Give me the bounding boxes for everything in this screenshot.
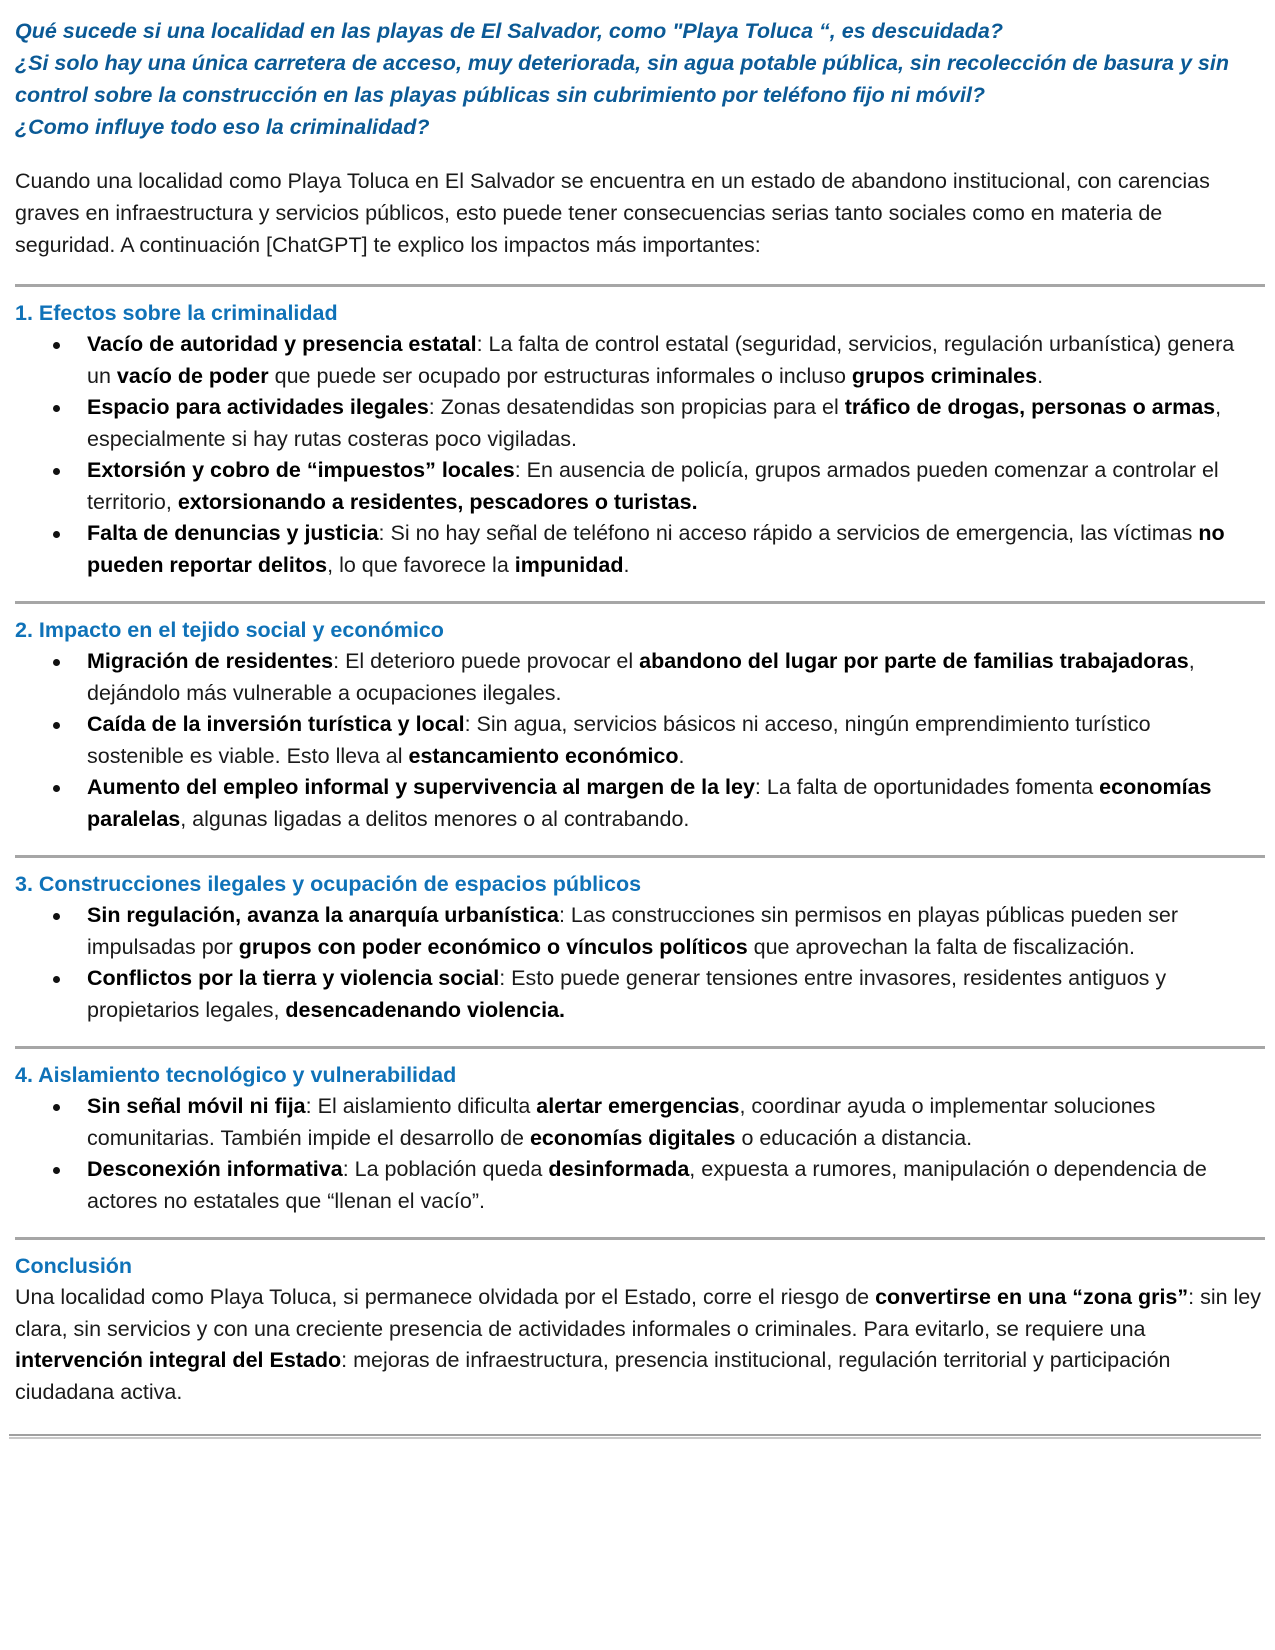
bold-phrase: Conflictos por la tierra y violencia social bbox=[87, 966, 500, 990]
text-run: : Si no hay señal de teléfono ni acceso rápido a servicios de emergencia, las víctimas bbox=[378, 521, 1199, 545]
bold-phrase: extorsionando a residentes, pescadores o turistas. bbox=[177, 489, 698, 514]
text-run: : Las construcciones sin permisos en playas públicas pueden ser impulsadas por bbox=[87, 903, 1179, 959]
text-run: : La población queda bbox=[342, 1157, 549, 1181]
spacer bbox=[15, 1217, 1261, 1237]
bold-phrase: economías paralelas bbox=[87, 775, 1212, 831]
bold-phrase: tráfico de drogas, personas o armas bbox=[844, 395, 1216, 419]
spacer bbox=[15, 581, 1261, 601]
text-run: . bbox=[623, 552, 630, 577]
list-item bbox=[87, 329, 1261, 392]
text-run: Una localidad como Playa Toluca, si permanece olvidada por el Estado, corre el riesgo de bbox=[15, 1285, 876, 1309]
question-line-2: ¿Si solo hay una única carretera de acceso, muy deteriorada, sin agua potable pública, sin recolección de basura y sin control sobre la construcción en las playas públicas sin cubrimiento por teléfono fijo ni móvil? bbox=[15, 51, 1229, 107]
bold-phrase: desinformada bbox=[548, 1157, 690, 1181]
bullet-icon bbox=[53, 405, 60, 412]
conclusion-paragraph bbox=[15, 1282, 1261, 1408]
bullet-list bbox=[15, 1091, 1261, 1217]
text-run: , expuesta a rumores, manipulación o dependencia de actores no estatales que “llenan el vacío”. bbox=[87, 1157, 1207, 1213]
text-run: . bbox=[1037, 363, 1044, 388]
text-run: : sin ley clara, sin servicios y con una creciente presencia de actividades informales o criminales. Para evitarlo, se requiere una bbox=[15, 1285, 1262, 1341]
bold-phrase: grupos con poder económico o vínculos políticos bbox=[238, 934, 748, 959]
section-heading: 2. Impacto en el tejido social y económico bbox=[15, 618, 444, 642]
list-item bbox=[87, 1154, 1261, 1217]
intro-paragraph: Cuando una localidad como Playa Toluca en El Salvador se encuentra en un estado de abandono institucional, con carencias graves en infraestructura y servicios públicos, esto puede tener consecuencias serias tanto sociales como en materia de seguridad. A continuación [ChatGPT] te explico los impactos más importantes: bbox=[15, 169, 1210, 257]
bold-phrase: Aumento del empleo informal y supervivencia al margen de la ley bbox=[87, 775, 755, 799]
text-run: , especialmente si hay rutas costeras poco vigiladas. bbox=[87, 395, 1222, 451]
bold-phrase: abandono del lugar por parte de familias trabajadoras bbox=[639, 649, 1189, 673]
section-4 bbox=[15, 1059, 1261, 1237]
section-divider bbox=[15, 855, 1265, 858]
bold-phrase: intervención integral del Estado bbox=[15, 1348, 342, 1372]
list-item bbox=[87, 518, 1261, 581]
bold-phrase: alertar emergencias bbox=[536, 1094, 740, 1118]
text-run: : mejoras de infraestructura, presencia institucional, regulación territorial y participación ciudadana activa. bbox=[15, 1348, 1171, 1404]
section-heading: 1. Efectos sobre la criminalidad bbox=[15, 301, 338, 325]
list-item bbox=[87, 646, 1261, 709]
bold-phrase: desencadenando violencia. bbox=[285, 997, 566, 1022]
bullet-icon bbox=[53, 531, 60, 538]
section-heading: 3. Construcciones ilegales y ocupación de espacios públicos bbox=[15, 872, 642, 896]
section-1 bbox=[15, 297, 1261, 601]
sections-container bbox=[15, 284, 1261, 1237]
spacer bbox=[15, 835, 1261, 855]
bullet-icon bbox=[53, 342, 60, 349]
bold-phrase: impunidad bbox=[514, 552, 624, 577]
bold-phrase: Sin regulación, avanza la anarquía urbanística bbox=[87, 903, 559, 927]
bold-phrase: Sin señal móvil ni fija bbox=[87, 1094, 306, 1118]
bold-phrase: Desconexión informativa bbox=[87, 1157, 343, 1181]
bullet-list bbox=[15, 329, 1261, 581]
text-run: : El aislamiento dificulta bbox=[305, 1094, 537, 1118]
bold-phrase: Falta de denuncias y justicia bbox=[87, 521, 379, 545]
list-item bbox=[87, 900, 1261, 963]
text-run: : En ausencia de policía, grupos armados pueden comenzar a controlar el territorio, bbox=[87, 458, 1219, 514]
bold-phrase: convertirse en una “zona gris” bbox=[875, 1285, 1189, 1309]
bullet-icon bbox=[53, 722, 60, 729]
list-item bbox=[87, 1091, 1261, 1154]
text-run: que puede ser ocupado por estructuras informales o incluso bbox=[268, 363, 852, 388]
list-item bbox=[87, 709, 1261, 772]
text-run: , coordinar ayuda o implementar soluciones comunitarias. También impide el desarrollo de bbox=[87, 1094, 1156, 1150]
bold-phrase: Vacío de autoridad y presencia estatal bbox=[87, 332, 477, 356]
bold-phrase: no pueden reportar delitos bbox=[87, 521, 1225, 577]
section-heading: 4. Aislamiento tecnológico y vulnerabilidad bbox=[15, 1063, 457, 1087]
text-run: : Sin agua, servicios básicos ni acceso, ningún emprendimiento turístico sostenible es viable. Esto lleva al bbox=[87, 712, 1151, 768]
bullet-list bbox=[15, 900, 1261, 1026]
bullet-icon bbox=[53, 976, 60, 983]
bold-phrase: estancamiento económico bbox=[408, 743, 679, 768]
bold-phrase: vacío de poder bbox=[116, 363, 269, 388]
question-line-1: Qué sucede si una localidad en las playas de El Salvador, como "Playa Toluca “, es descuidada? bbox=[15, 19, 1004, 43]
text-run: : La falta de control estatal (seguridad, servicios, regulación urbanística) genera un bbox=[87, 332, 1235, 388]
question-line-3: ¿Como influye todo eso la criminalidad? bbox=[15, 115, 430, 139]
bold-phrase: economías digitales bbox=[529, 1125, 736, 1150]
text-run: : Esto puede generar tensiones entre invasores, residentes antiguos y propietarios legales, bbox=[87, 966, 1167, 1022]
bullet-icon bbox=[53, 659, 60, 666]
bullet-icon bbox=[53, 468, 60, 475]
text-run: . bbox=[678, 743, 685, 768]
list-item bbox=[87, 772, 1261, 835]
text-run: : La falta de oportunidades fomenta bbox=[754, 775, 1100, 799]
final-horizontal-rule bbox=[9, 1434, 1261, 1439]
spacer bbox=[15, 1026, 1261, 1046]
section-divider bbox=[15, 601, 1265, 604]
bold-phrase: Espacio para actividades ilegales bbox=[87, 395, 429, 419]
bullet-list bbox=[15, 646, 1261, 835]
bold-phrase: Extorsión y cobro de “impuestos” locales bbox=[87, 458, 515, 482]
bullet-icon bbox=[53, 913, 60, 920]
bullet-icon bbox=[53, 785, 60, 792]
section-2 bbox=[15, 614, 1261, 855]
text-run: , lo que favorece la bbox=[327, 552, 515, 577]
text-run: , algunas ligadas a delitos menores o al contrabando. bbox=[180, 806, 690, 831]
conclusion-section bbox=[15, 1250, 1261, 1408]
list-item bbox=[87, 392, 1261, 455]
text-run: : El deterioro puede provocar el bbox=[333, 649, 640, 673]
bold-phrase: grupos criminales bbox=[851, 363, 1038, 388]
section-divider bbox=[15, 1046, 1265, 1049]
section-divider bbox=[15, 284, 1265, 287]
text-run: : Zonas desatendidas son propicias para el bbox=[428, 395, 845, 419]
bold-phrase: Migración de residentes bbox=[87, 649, 334, 673]
text-run: o educación a distancia. bbox=[735, 1125, 973, 1150]
text-run: , dejándolo más vulnerable a ocupaciones ilegales. bbox=[87, 649, 1195, 705]
list-item bbox=[87, 455, 1261, 518]
bold-phrase: Caída de la inversión turística y local bbox=[87, 712, 465, 736]
section-divider bbox=[15, 1237, 1265, 1240]
bullet-icon bbox=[53, 1167, 60, 1174]
text-run: que aprovechan la falta de fiscalización. bbox=[747, 934, 1135, 959]
bullet-icon bbox=[53, 1104, 60, 1111]
question-block bbox=[15, 14, 1261, 143]
section-3 bbox=[15, 868, 1261, 1046]
list-item bbox=[87, 963, 1261, 1026]
conclusion-heading: Conclusión bbox=[15, 1254, 133, 1278]
